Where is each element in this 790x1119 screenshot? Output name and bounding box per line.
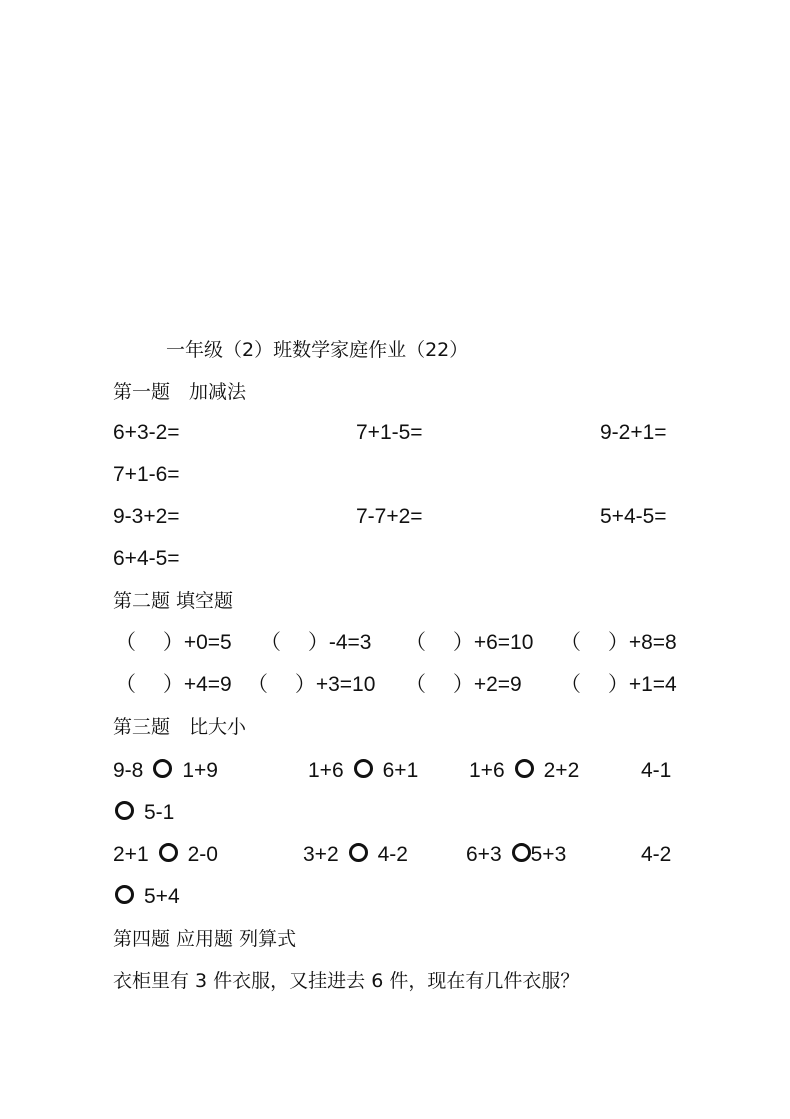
comparison-item bbox=[113, 843, 218, 867]
comparison-left: 9-8 bbox=[113, 759, 144, 782]
comparison-item bbox=[115, 885, 180, 909]
blank-parentheses: （ ） bbox=[405, 631, 474, 654]
fill-blank-item bbox=[405, 631, 533, 655]
blank-parentheses: （ ） bbox=[115, 673, 184, 696]
blank-parentheses: （ ） bbox=[247, 673, 316, 696]
comparison-right: 1+9 bbox=[182, 759, 218, 782]
fill-blank-item bbox=[247, 673, 375, 697]
problem-5: 9-3+2= bbox=[113, 505, 180, 528]
problem-3: 9-2+1= bbox=[600, 421, 667, 444]
circle-blank-icon bbox=[153, 759, 172, 778]
blank-parentheses: （ ） bbox=[405, 673, 474, 696]
circle-blank-icon bbox=[115, 801, 134, 820]
blank-parentheses: （ ） bbox=[560, 631, 629, 654]
comparison-left: 4-1 bbox=[641, 759, 672, 782]
fill-blank-expression: +4=9 bbox=[183, 673, 232, 696]
word-problem: 衣柜里有 3 件衣服，又挂进去 6 件，现在有几件衣服？ bbox=[113, 970, 580, 992]
fill-blank-item bbox=[115, 673, 232, 697]
comparison-item bbox=[469, 759, 579, 783]
fill-blank-item bbox=[260, 631, 371, 655]
circle-blank-icon bbox=[159, 843, 178, 862]
circle-blank-icon bbox=[349, 843, 368, 862]
blank-parentheses: （ ） bbox=[115, 631, 184, 654]
comparison-right: 4-2 bbox=[377, 843, 408, 866]
fill-blank-item bbox=[115, 631, 232, 655]
section-3-heading: 第三题 比大小 bbox=[113, 716, 247, 738]
fill-blank-expression: +8=8 bbox=[628, 631, 677, 654]
section-1-heading: 第一题 加减法 bbox=[113, 381, 247, 403]
worksheet-title: 一年级（2）班数学家庭作业（22） bbox=[166, 339, 469, 361]
problem-6: 7-7+2= bbox=[356, 505, 423, 528]
fill-blank-item bbox=[560, 673, 677, 697]
comparison-right: 6+1 bbox=[382, 759, 419, 782]
fill-blank-expression: +0=5 bbox=[183, 631, 232, 654]
comparison-right: 2-0 bbox=[187, 843, 218, 866]
comparison-item bbox=[308, 759, 418, 783]
fill-blank-expression: -4=3 bbox=[328, 631, 372, 654]
fill-blank-expression: +1=4 bbox=[628, 673, 677, 696]
section-2-heading: 第二题 填空题 bbox=[113, 590, 234, 612]
comparison-item bbox=[303, 843, 408, 867]
comparison-right: 5-1 bbox=[144, 801, 175, 824]
fill-blank-item bbox=[405, 673, 522, 697]
comparison-left: 6+3 bbox=[466, 843, 502, 866]
comparison-item bbox=[466, 843, 566, 867]
fill-blank-expression: +3=10 bbox=[315, 673, 376, 696]
problem-1: 6+3-2= bbox=[113, 421, 180, 444]
problem-8: 6+4-5= bbox=[113, 547, 180, 570]
blank-parentheses: （ ） bbox=[560, 673, 629, 696]
fill-blank-item bbox=[560, 631, 677, 655]
problem-7: 5+4-5= bbox=[600, 505, 667, 528]
problem-4: 7+1-6= bbox=[113, 463, 180, 486]
circle-blank-icon bbox=[115, 885, 134, 904]
comparison-right: 5+4 bbox=[144, 885, 180, 908]
comparison-left: 2+1 bbox=[113, 843, 149, 866]
fill-blank-expression: +6=10 bbox=[473, 631, 534, 654]
comparison-left: 1+6 bbox=[308, 759, 344, 782]
comparison-item bbox=[115, 801, 174, 825]
circle-blank-icon bbox=[354, 759, 373, 778]
circle-blank-icon bbox=[512, 843, 531, 862]
section-4-heading: 第四题 应用题 列算式 bbox=[113, 928, 297, 950]
comparison-left: 3+2 bbox=[303, 843, 339, 866]
comparison-left: 4-2 bbox=[641, 843, 672, 866]
problem-2: 7+1-5= bbox=[356, 421, 423, 444]
blank-parentheses: （ ） bbox=[260, 631, 329, 654]
comparison-right: 5+3 bbox=[530, 843, 567, 866]
circle-blank-icon bbox=[515, 759, 534, 778]
comparison-item bbox=[113, 759, 218, 783]
fill-blank-expression: +2=9 bbox=[473, 673, 522, 696]
comparison-left: 1+6 bbox=[469, 759, 505, 782]
comparison-right: 2+2 bbox=[543, 759, 580, 782]
